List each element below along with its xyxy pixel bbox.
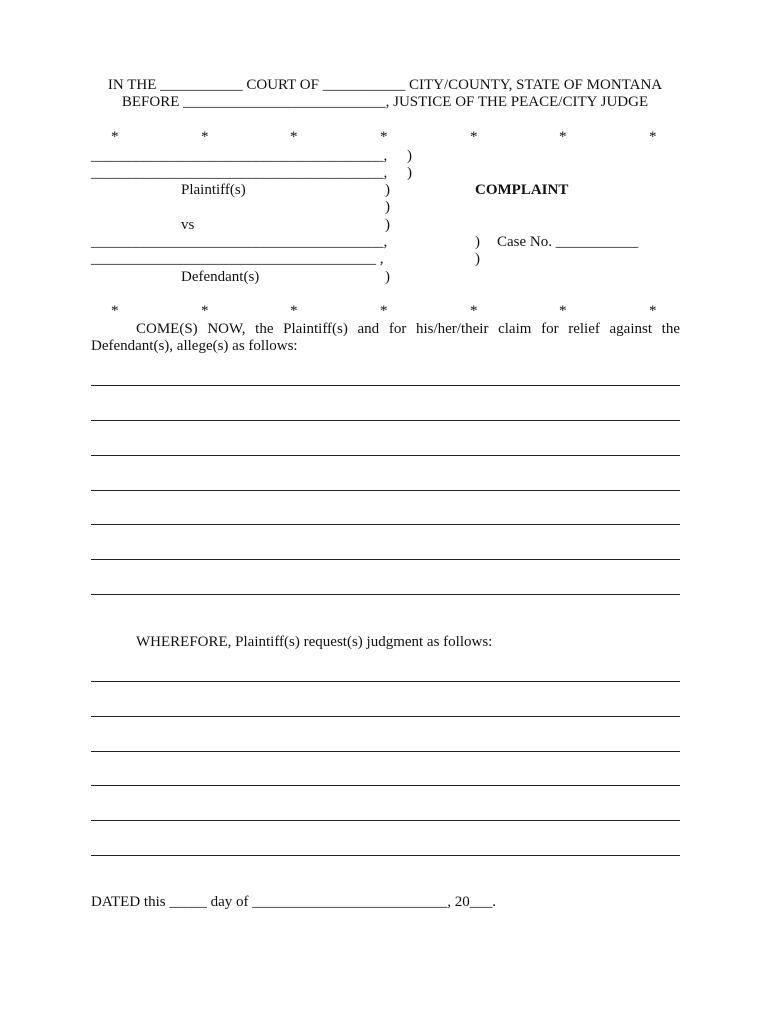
wherefore-clause: WHEREFORE, Plaintiff(s) request(s) judgment as follows: bbox=[136, 634, 493, 650]
separator-star: * bbox=[290, 129, 298, 145]
allegation-line[interactable] bbox=[91, 455, 680, 456]
separator-star: * bbox=[470, 129, 478, 145]
versus-label: vs bbox=[181, 217, 195, 233]
plaintiff-name-line[interactable]: _______________________________________, bbox=[91, 148, 388, 164]
judgment-line[interactable] bbox=[91, 820, 680, 821]
judgment-line[interactable] bbox=[91, 785, 680, 786]
caption-paren: ) bbox=[475, 251, 480, 267]
complaint-intro-line-1: COME(S) NOW, the Plaintiff(s) and for his/her/their claim for relief against the bbox=[136, 321, 680, 337]
defendant-name-line[interactable]: _______________________________________, bbox=[91, 234, 388, 250]
plaintiff-name-line[interactable]: _______________________________________, bbox=[91, 165, 388, 181]
separator-star: * bbox=[649, 303, 657, 319]
caption-paren: ) bbox=[385, 217, 390, 233]
case-number-field[interactable]: Case No. ___________ bbox=[497, 234, 639, 250]
separator-star: * bbox=[111, 129, 119, 145]
allegation-line[interactable] bbox=[91, 524, 680, 525]
separator-star: * bbox=[470, 303, 478, 319]
allegation-line[interactable] bbox=[91, 559, 680, 560]
caption-paren: ) bbox=[407, 165, 412, 181]
separator-star: * bbox=[649, 129, 657, 145]
defendant-name-line[interactable]: ______________________________________ , bbox=[91, 251, 384, 267]
complaint-intro-line-2: Defendant(s), allege(s) as follows: bbox=[91, 338, 298, 354]
separator-star: * bbox=[559, 303, 567, 319]
separator-star: * bbox=[201, 129, 209, 145]
separator-star: * bbox=[201, 303, 209, 319]
allegation-line[interactable] bbox=[91, 490, 680, 491]
separator-star: * bbox=[111, 303, 119, 319]
defendant-label: Defendant(s) bbox=[181, 269, 260, 285]
separator-star: * bbox=[380, 303, 388, 319]
caption-paren: ) bbox=[385, 269, 390, 285]
allegation-line[interactable] bbox=[91, 594, 680, 595]
caption-paren: ) bbox=[407, 148, 412, 164]
allegation-line[interactable] bbox=[91, 385, 680, 386]
judgment-line[interactable] bbox=[91, 855, 680, 856]
allegation-line[interactable] bbox=[91, 420, 680, 421]
judgment-line[interactable] bbox=[91, 751, 680, 752]
caption-paren: ) bbox=[475, 234, 480, 250]
separator-star: * bbox=[380, 129, 388, 145]
caption-paren: ) bbox=[385, 199, 390, 215]
court-header-line-1: IN THE ___________ COURT OF ___________ CITY/COUNTY, STATE OF MONTANA bbox=[107, 77, 663, 93]
judgment-line[interactable] bbox=[91, 681, 680, 682]
plaintiff-label: Plaintiff(s) bbox=[181, 182, 246, 198]
separator-star: * bbox=[290, 303, 298, 319]
separator-star: * bbox=[559, 129, 567, 145]
document-title: COMPLAINT bbox=[475, 182, 569, 198]
judgment-line[interactable] bbox=[91, 716, 680, 717]
caption-paren: ) bbox=[385, 182, 390, 198]
dated-line[interactable]: DATED this _____ day of __________________________, 20___. bbox=[91, 894, 496, 910]
court-header-line-2: BEFORE ___________________________, JUSTICE OF THE PEACE/CITY JUDGE bbox=[121, 94, 649, 110]
